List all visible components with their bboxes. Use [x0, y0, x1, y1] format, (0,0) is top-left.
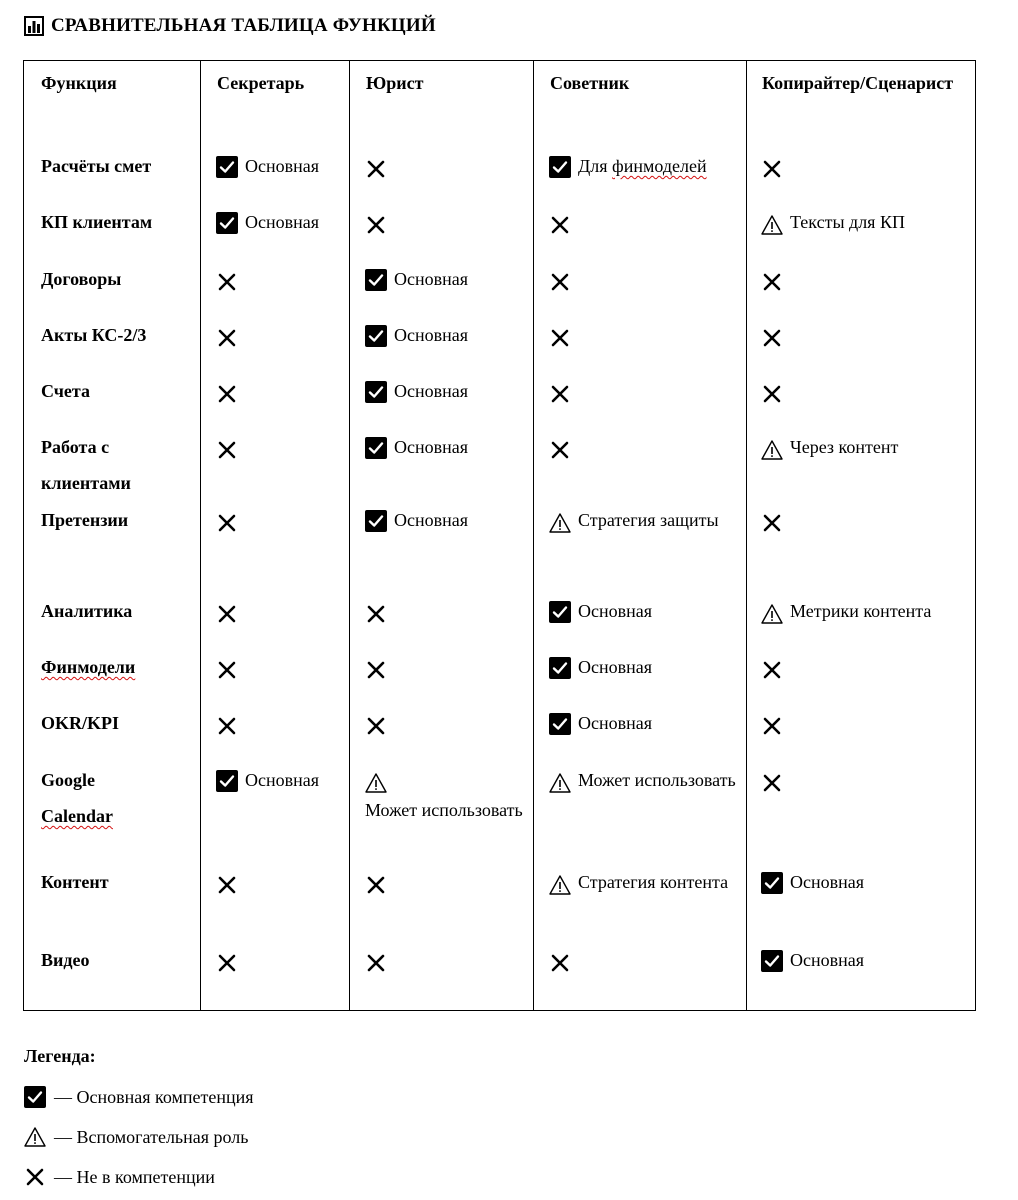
check-icon	[216, 156, 238, 178]
cross-icon	[549, 950, 571, 972]
check-icon	[365, 437, 387, 459]
legend-item	[24, 1084, 254, 1110]
table-cell	[549, 762, 739, 798]
table-cell	[365, 429, 526, 465]
table-cell	[216, 762, 342, 798]
table-cell	[216, 705, 342, 735]
cell-text: Может использовать	[578, 770, 736, 790]
table-cell	[365, 502, 526, 538]
cross-icon	[549, 269, 571, 291]
cross-icon	[761, 156, 783, 178]
row-label: Претензии	[41, 510, 129, 530]
table-cell	[549, 502, 739, 538]
table-cell	[365, 762, 526, 828]
cross-icon	[216, 601, 238, 623]
cross-icon	[761, 713, 783, 735]
column-divider	[746, 61, 747, 1010]
legend-text: — Вспомогательная роль	[54, 1126, 249, 1147]
table-cell	[761, 261, 968, 291]
warning-icon	[549, 510, 571, 532]
table-cell	[365, 317, 526, 353]
table-cell	[761, 649, 968, 679]
table-cell	[549, 942, 739, 972]
check-icon	[365, 325, 387, 347]
column-divider	[349, 61, 350, 1010]
check-icon	[24, 1086, 46, 1108]
check-icon	[549, 713, 571, 735]
cell-text: Через контент	[790, 437, 899, 457]
table-cell	[549, 204, 739, 234]
table-cell	[216, 373, 342, 403]
cross-icon	[761, 510, 783, 532]
cross-icon	[216, 437, 238, 459]
row-label: Договоры	[41, 269, 122, 289]
cross-icon	[216, 872, 238, 894]
check-icon	[761, 872, 783, 894]
table-cell	[761, 429, 968, 465]
cell-text: Стратегия контента	[578, 872, 729, 892]
cell-text: Основная	[790, 872, 865, 892]
row-label: Акты КС-2/3	[41, 325, 147, 345]
cross-icon	[365, 713, 387, 735]
cross-icon	[24, 1166, 46, 1188]
warning-icon	[761, 601, 783, 623]
check-icon	[365, 269, 387, 291]
cell-text: Основная	[394, 437, 469, 457]
table-cell	[216, 502, 342, 532]
table-cell	[761, 373, 968, 403]
table-cell	[365, 942, 526, 972]
cell-text: Может использовать	[365, 800, 523, 820]
table-cell	[549, 148, 739, 184]
row-label: Контент	[41, 872, 109, 892]
table-cell	[216, 429, 342, 459]
cell-text: Основная	[245, 770, 320, 790]
legend-text: — Не в компетенции	[54, 1166, 215, 1187]
cross-icon	[216, 713, 238, 735]
cross-icon	[549, 381, 571, 403]
cross-icon	[216, 657, 238, 679]
table-cell	[365, 649, 526, 679]
cell-text: Основная	[578, 657, 653, 677]
cell-text: Стратегия защиты	[578, 510, 719, 530]
cross-icon	[549, 325, 571, 347]
warning-icon	[24, 1126, 46, 1148]
cross-icon	[761, 770, 783, 792]
cross-icon	[365, 657, 387, 679]
warning-icon	[549, 872, 571, 894]
check-icon	[549, 601, 571, 623]
table-cell	[216, 261, 342, 291]
cell-text: Основная	[394, 269, 469, 289]
cross-icon	[365, 212, 387, 234]
warning-icon	[761, 437, 783, 459]
cross-icon	[549, 437, 571, 459]
table-cell	[549, 261, 739, 291]
table-cell	[365, 261, 526, 297]
legend-title: Легенда:	[24, 1046, 96, 1066]
cell-text: Основная	[578, 713, 653, 733]
cell-text: Основная	[790, 950, 865, 970]
legend-text: — Основная компетенция	[54, 1086, 254, 1107]
cell-text: Основная	[578, 601, 653, 621]
table-cell	[216, 317, 342, 347]
table-cell	[549, 593, 739, 629]
row-label: Работа с клиентами	[41, 437, 131, 493]
row-label: Финмодели	[41, 657, 136, 677]
row-label: OKR/KPI	[41, 713, 120, 733]
check-icon	[216, 770, 238, 792]
warning-icon	[365, 770, 387, 792]
row-label: КП клиентам	[41, 212, 153, 232]
check-icon	[549, 657, 571, 679]
table-cell	[761, 204, 968, 240]
table-cell	[365, 593, 526, 623]
check-icon	[365, 510, 387, 532]
cross-icon	[216, 950, 238, 972]
table-cell	[216, 204, 342, 240]
page-title-text: СРАВНИТЕЛЬНАЯ ТАБЛИЦА ФУНКЦИЙ	[51, 15, 436, 36]
column-header: Функция	[41, 73, 117, 93]
check-icon	[365, 381, 387, 403]
table-cell	[216, 864, 342, 894]
table-cell	[549, 864, 739, 900]
cell-text: Метрики контента	[790, 601, 932, 621]
table-cell	[761, 705, 968, 735]
cell-text: Основная	[245, 156, 320, 176]
table-cell	[216, 148, 342, 184]
table-cell	[216, 942, 342, 972]
table-cell	[549, 373, 739, 403]
row-label: Видео	[41, 950, 90, 970]
legend-item	[24, 1124, 248, 1150]
column-header: Копирайтер/Сценарист	[762, 73, 954, 93]
page-title	[23, 12, 436, 40]
table-cell	[365, 373, 526, 409]
table-cell	[216, 649, 342, 679]
table-cell	[761, 864, 968, 900]
cross-icon	[761, 325, 783, 347]
cross-icon	[216, 381, 238, 403]
table-cell	[761, 148, 968, 178]
cross-icon	[216, 269, 238, 291]
warning-icon	[549, 770, 571, 792]
table-cell	[549, 317, 739, 347]
table-cell	[761, 317, 968, 347]
table-cell	[365, 705, 526, 735]
cell-text: Основная	[394, 325, 469, 345]
table-cell	[549, 429, 739, 459]
table-cell	[216, 593, 342, 623]
warning-icon	[761, 212, 783, 234]
row-label: Счета	[41, 381, 90, 401]
cross-icon	[365, 156, 387, 178]
column-divider	[200, 61, 201, 1010]
cell-text: Основная	[394, 510, 469, 530]
cross-icon	[365, 950, 387, 972]
cross-icon	[761, 381, 783, 403]
cross-icon	[365, 601, 387, 623]
check-icon	[549, 156, 571, 178]
table-cell	[365, 864, 526, 894]
check-icon	[216, 212, 238, 234]
cell-text: Для финмоделей	[578, 156, 707, 176]
column-header: Советник	[550, 73, 630, 93]
table-cell	[549, 649, 739, 685]
cross-icon	[761, 657, 783, 679]
table-cell	[549, 705, 739, 741]
cross-icon	[216, 325, 238, 347]
cell-text: Тексты для КП	[790, 212, 905, 232]
table-cell	[761, 942, 968, 978]
legend-item	[24, 1164, 215, 1190]
column-divider	[533, 61, 534, 1010]
row-label: Google Calendar	[41, 770, 113, 826]
comparison-table	[23, 60, 976, 1011]
column-header: Юрист	[366, 73, 424, 93]
cross-icon	[761, 269, 783, 291]
cross-icon	[549, 212, 571, 234]
check-icon	[761, 950, 783, 972]
table-cell	[365, 148, 526, 178]
table-cell	[761, 502, 968, 532]
column-header: Секретарь	[217, 73, 305, 93]
cross-icon	[216, 510, 238, 532]
cell-text: Основная	[245, 212, 320, 232]
table-cell	[761, 593, 968, 629]
bar-chart-icon	[23, 15, 45, 37]
row-label: Расчёты смет	[41, 156, 152, 176]
table-cell	[365, 204, 526, 234]
cross-icon	[365, 872, 387, 894]
table-cell	[761, 762, 968, 792]
row-label: Аналитика	[41, 601, 133, 621]
cell-text: Основная	[394, 381, 469, 401]
